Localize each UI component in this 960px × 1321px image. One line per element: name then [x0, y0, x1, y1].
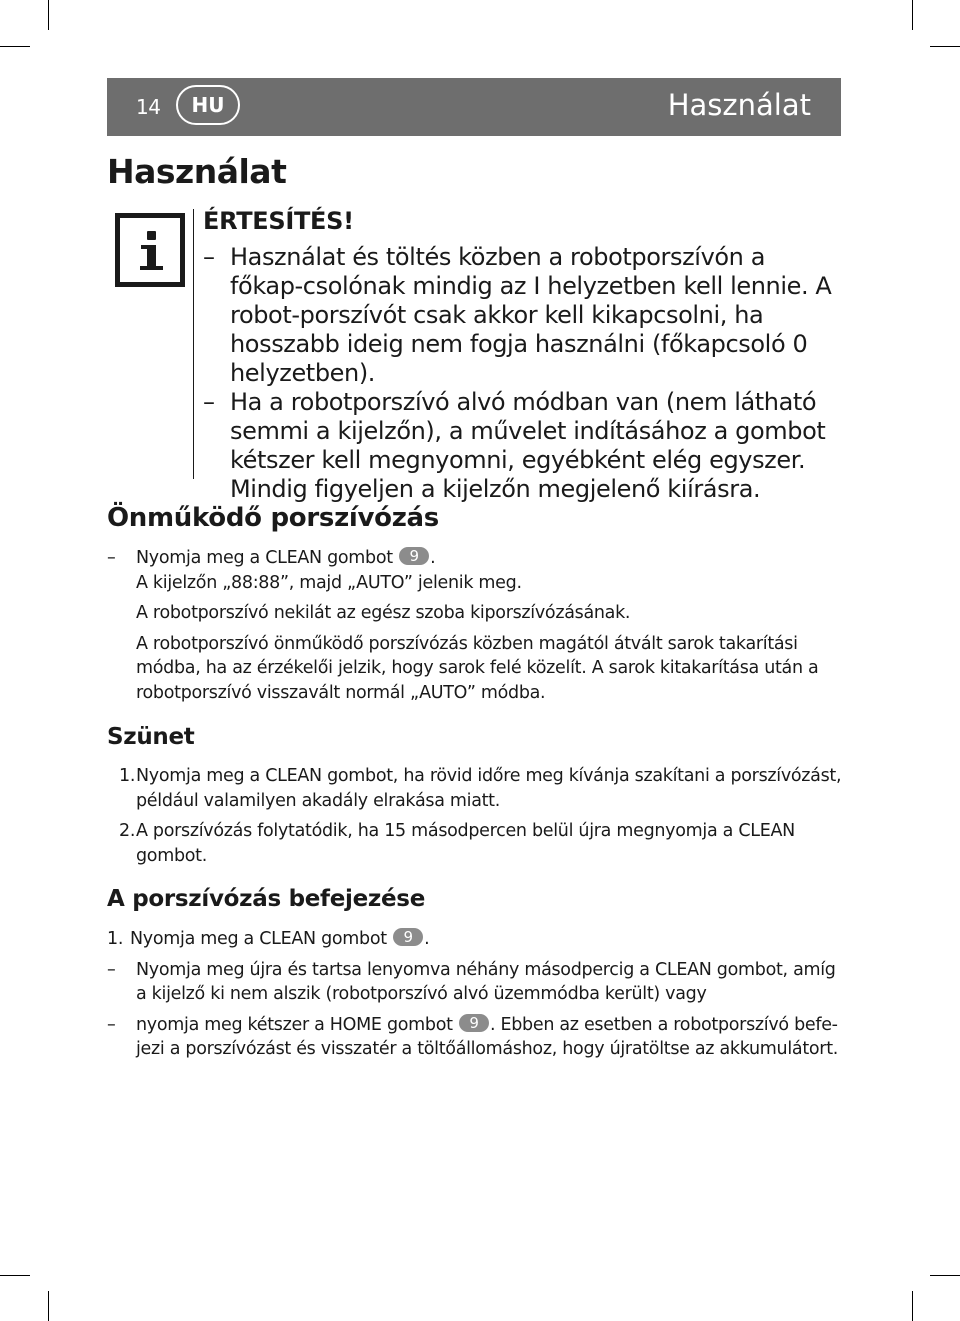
paragraph: A robotporszívó nekilát az egész szoba kiporszívózásának. [136, 603, 631, 623]
notice-heading: ÉRTESÍTÉS! [203, 207, 354, 235]
info-icon [115, 213, 185, 287]
paragraph: A robotporszívó önműködő porszívózás közben magától átvált sarok takarítási módba, ha az érzékelői jelzik, hogy sarok felé közelít. A sarok kitakarítása után a robotporszívó visszavált normál „AUTO” módba. [136, 633, 819, 703]
auto-section-body [107, 546, 842, 705]
list-item: 1. Nyomja meg a CLEAN gombot, ha rövid időre meg kívánja szakítani a porszívózást, például valamilyen akadály elrakása miatt. [119, 766, 842, 811]
paragraph: A kijelzőn „88:88”, majd „AUTO” jelenik meg. [136, 572, 522, 593]
notice-item: – Használat és töltés közben a robotporszívón a főkap-csolónak mindig az I helyzetben kell lennie. A robot-porszívót csak akkor kell kikapcsolni, ha hosszabb ideig nem fogja használni (főkapcsoló 0 helyzetben). [203, 243, 833, 388]
list-item: – Nyomja meg újra és tartsa lenyomva néhány másodpercig a CLEAN gombot, amíg a kijelző ki nem alszik (robotporszívó alvó üzemmódba került) vagy [107, 958, 842, 1007]
list-item: 1. Nyomja meg a CLEAN gombot 9 . [107, 928, 430, 949]
list-item: – Nyomja meg a CLEAN gombot 9 . [107, 546, 842, 571]
finish-section-body [107, 927, 842, 1062]
crop-mark [930, 46, 960, 47]
reference-badge: 9 [399, 547, 429, 565]
crop-mark [48, 0, 49, 30]
list-item: – nyomja meg kétszer a HOME gombot 9 . Ebben az esetben a robotporszívó befe-jezi a porszívózást és visszatér a töltőállomáshoz, hogy újratöltse az akkumulátort. [107, 1013, 842, 1062]
notice-item: – Ha a robotporszívó alvó módban van (nem látható semmi a kijelzőn), a művelet indításához a gombot kétszer kell megnyomni, egyébként elég egyszer. Mindig figyeljen a kijelzőn megjelenő kiírásra. [203, 388, 833, 504]
notice-list [203, 243, 833, 504]
page-number: 14 [136, 95, 161, 119]
notice-divider [193, 209, 194, 479]
crop-mark [0, 1275, 30, 1276]
list-item: 2. A porszívózás folytatódik, ha 15 másodpercen belül újra megnyomja a CLEAN gombot. [119, 821, 795, 866]
pause-section-body [107, 764, 842, 868]
reference-badge: 9 [459, 1014, 489, 1032]
language-badge: HU [176, 85, 240, 125]
header-section-title: Használat [667, 88, 811, 122]
page-header [107, 78, 841, 136]
crop-mark [912, 0, 913, 30]
crop-mark [0, 46, 30, 47]
section-heading-auto: Önműködő porszívózás [107, 503, 439, 533]
crop-mark [930, 1275, 960, 1276]
crop-mark [48, 1291, 49, 1321]
crop-mark [912, 1291, 913, 1321]
reference-badge: 9 [393, 928, 423, 946]
page-title: Használat [107, 152, 287, 191]
section-heading-finish: A porszívózás befejezése [107, 886, 426, 912]
section-heading-pause: Szünet [107, 724, 195, 750]
